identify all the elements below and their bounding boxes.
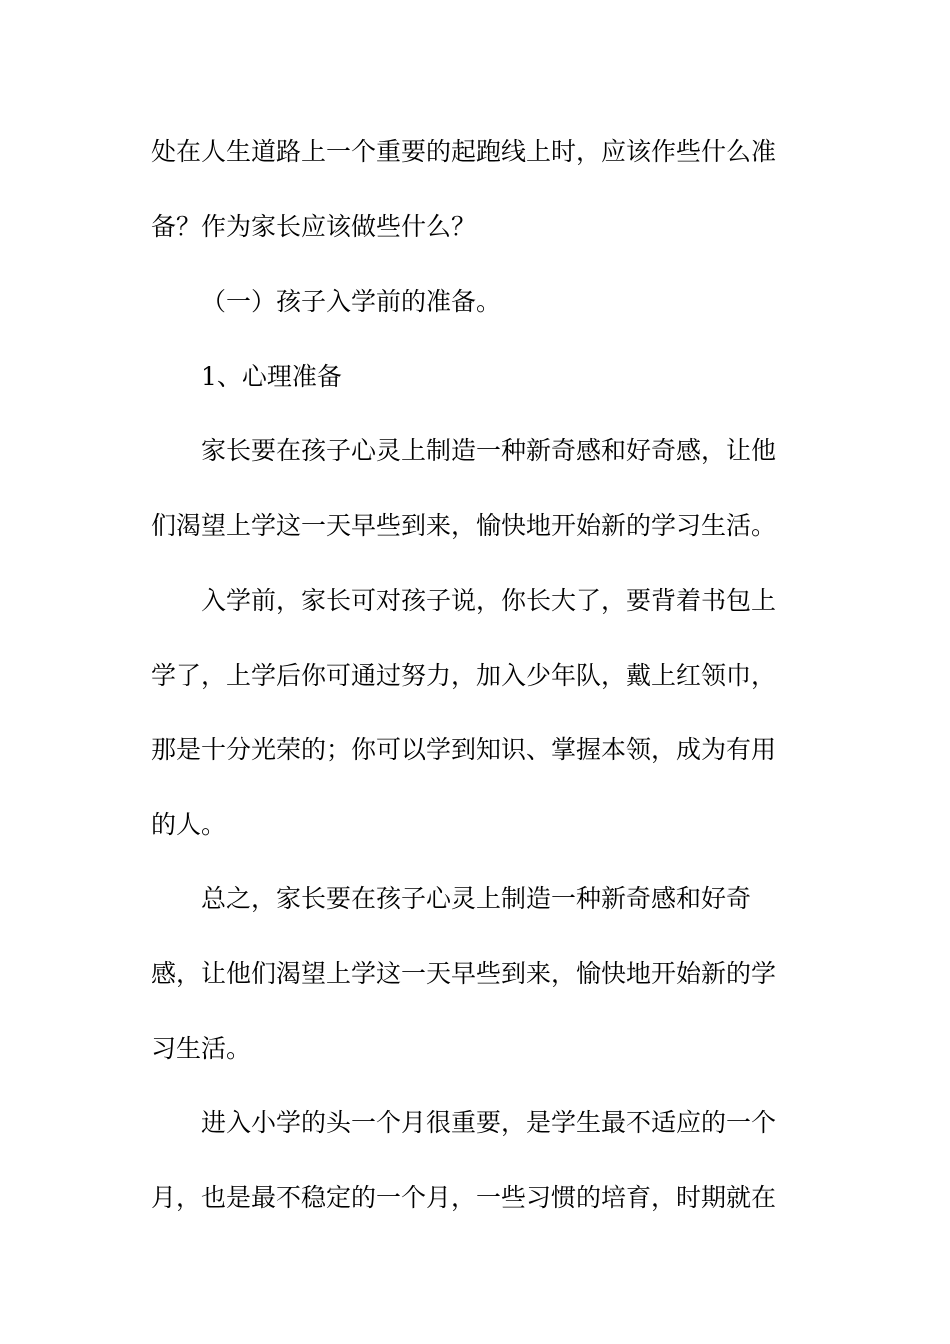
paragraph-line: 的人。 [151, 810, 227, 839]
paragraph-line: 月，也是最不稳定的一个月，一些习惯的培育，时期就在 [151, 1183, 777, 1212]
paragraph-line: 总之，家长要在孩子心灵上制造一种新奇感和好奇 [201, 884, 752, 913]
paragraph-line: 入学前，家长可对孩子说，你长大了，要背着书包上 [201, 586, 777, 615]
subsection-heading: 1、心理准备 [201, 362, 342, 391]
paragraph-line: 处在人生道路上一个重要的起跑线上时，应该作些什么准 [151, 137, 777, 166]
paragraph-line: 习生活。 [151, 1034, 252, 1063]
paragraph-line: 学了，上学后你可通过努力，加入少年队，戴上红领巾， [151, 661, 777, 690]
paragraph-line: 进入小学的头一个月很重要，是学生最不适应的一个 [201, 1108, 777, 1137]
paragraph-line: 感，让他们渴望上学这一天早些到来，愉快地开始新的学 [151, 959, 777, 988]
paragraph-line: 备？作为家长应该做些什么？ [151, 212, 477, 241]
paragraph-line: 那是十分光荣的；你可以学到知识、掌握本领，成为有用 [151, 735, 777, 764]
section-heading: （一）孩子入学前的准备。 [201, 287, 502, 316]
paragraph-line: 们渴望上学这一天早些到来，愉快地开始新的学习生活。 [151, 511, 777, 540]
paragraph-line: 家长要在孩子心灵上制造一种新奇感和好奇感，让他 [201, 436, 777, 465]
